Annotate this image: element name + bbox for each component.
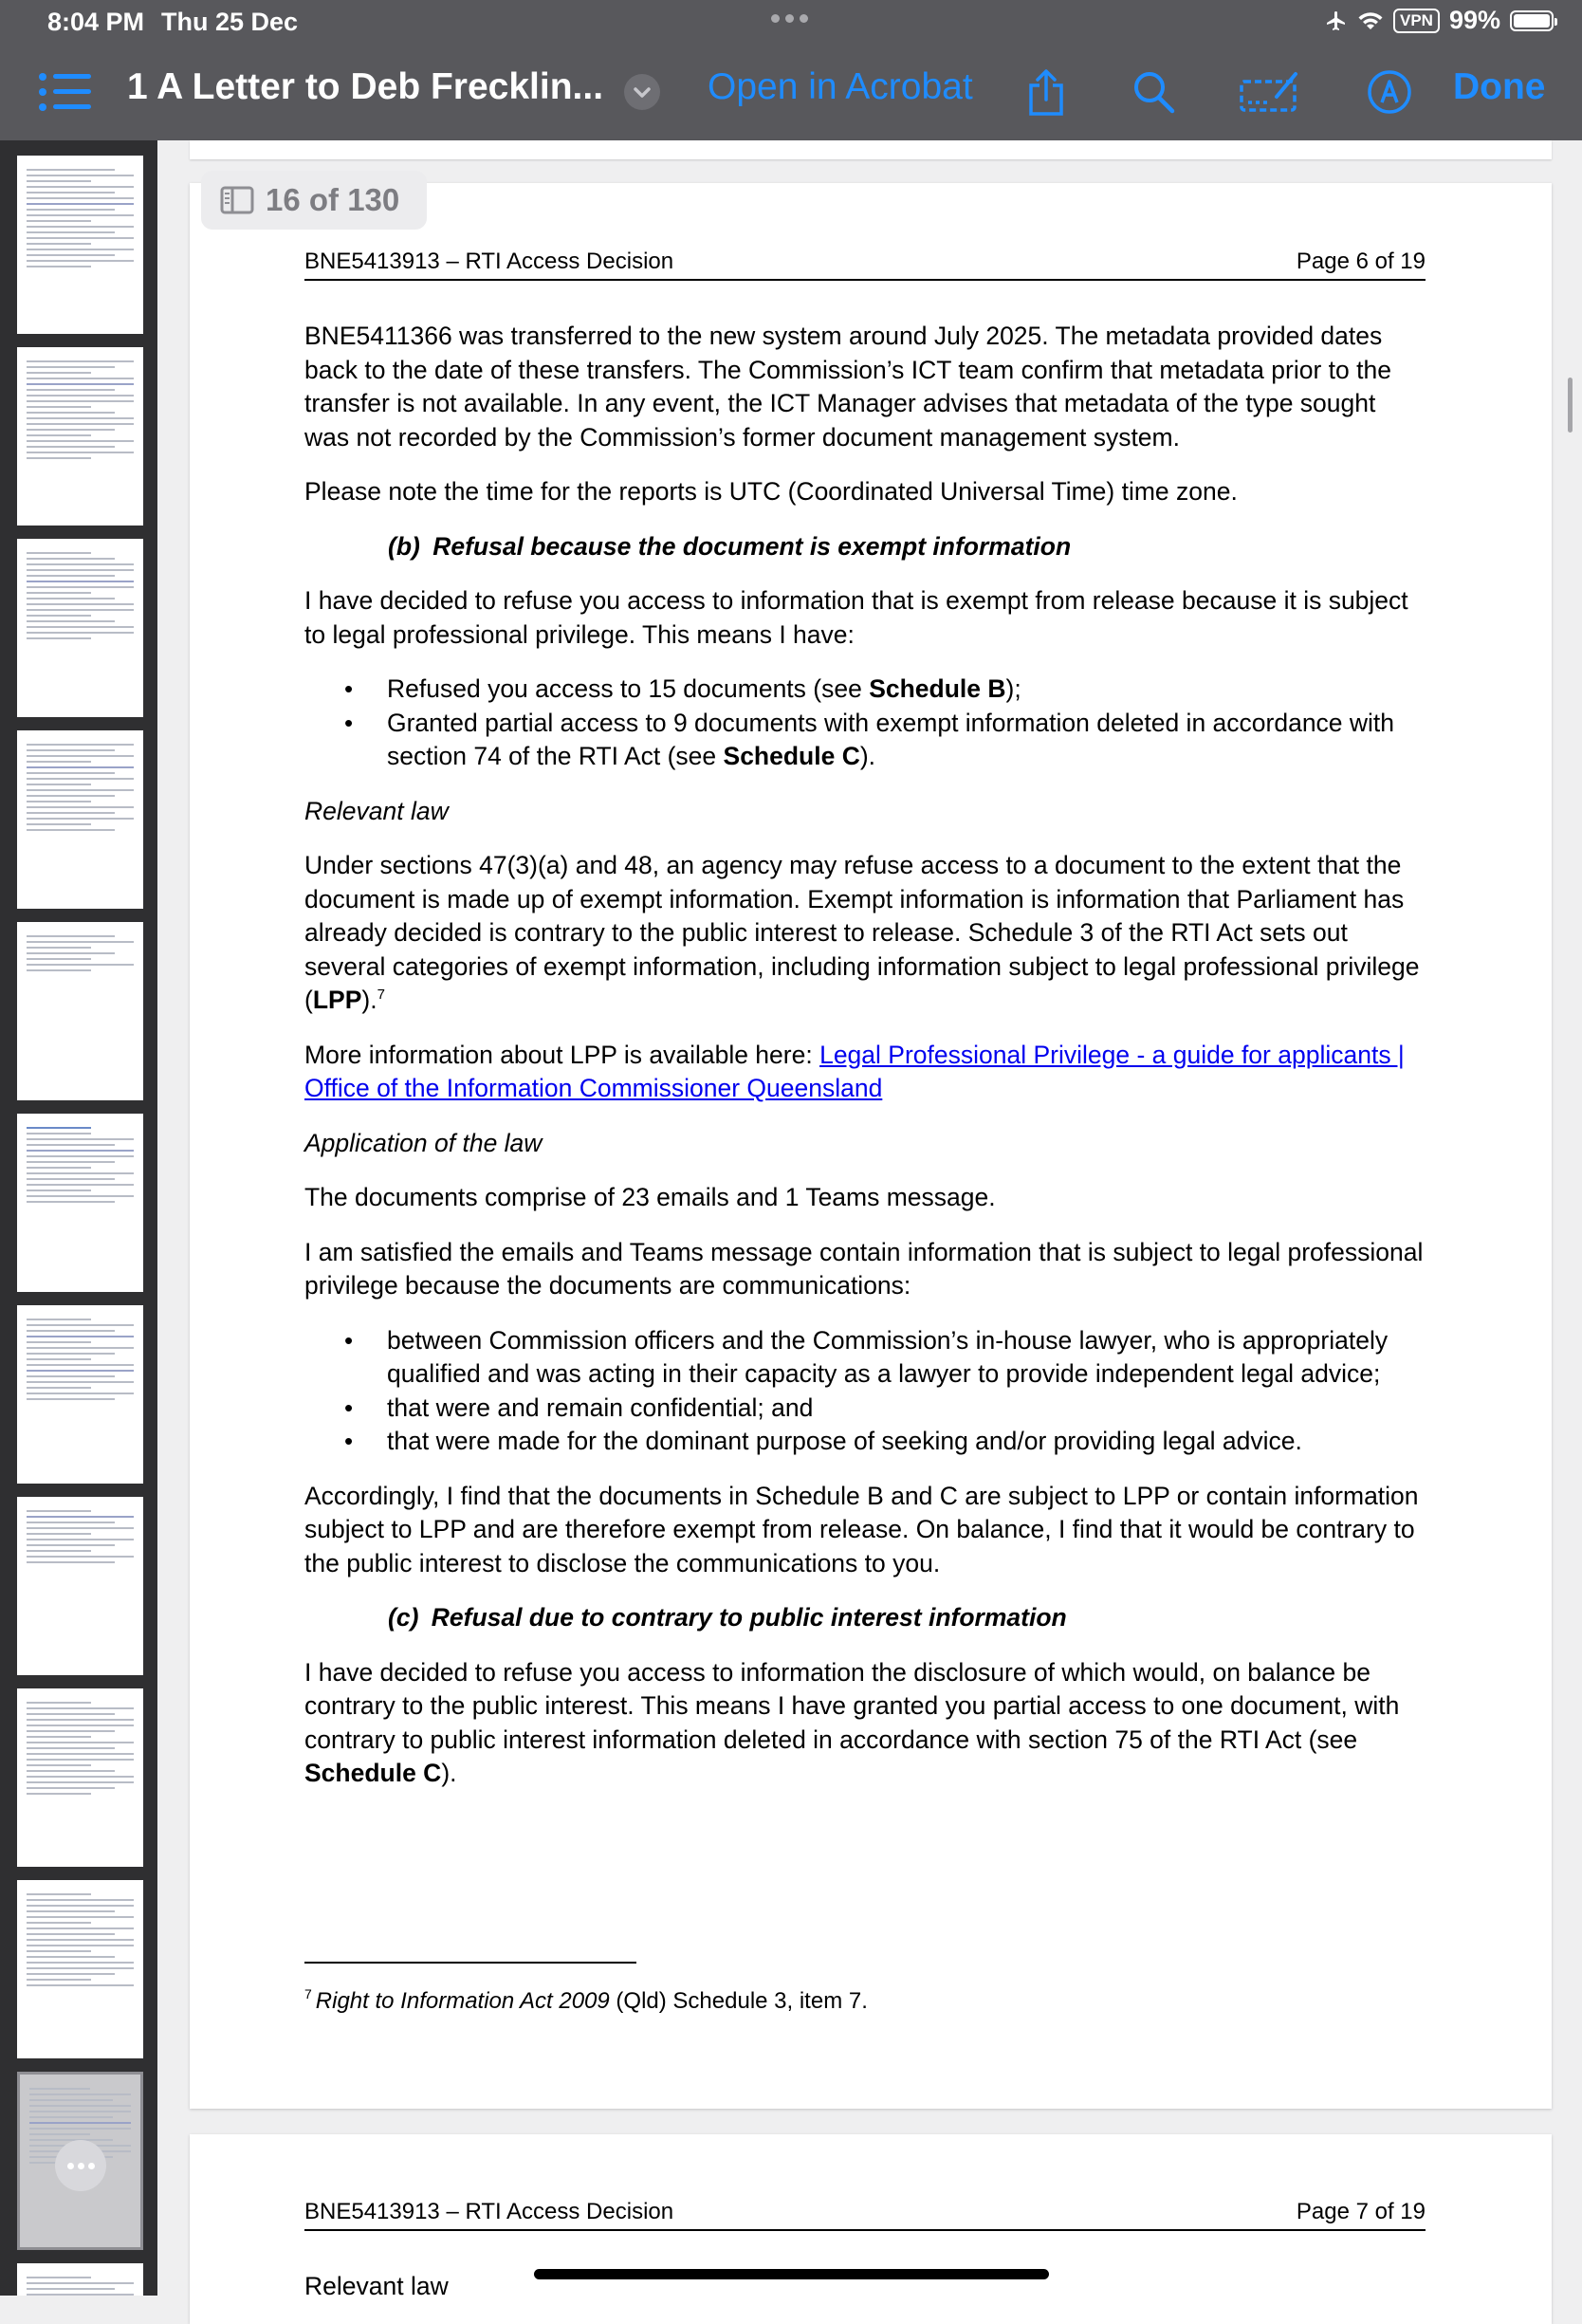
- page-thumbnail[interactable]: [17, 922, 143, 1100]
- share-icon[interactable]: [1024, 68, 1068, 118]
- status-time: 8:04 PM: [47, 8, 145, 36]
- next-page-header: [304, 2199, 1426, 2231]
- home-indicator[interactable]: [534, 2269, 1049, 2279]
- subheading: Relevant law: [304, 796, 449, 825]
- top-bar: [0, 0, 1582, 140]
- open-in-acrobat-button[interactable]: Open in Acrobat: [708, 66, 973, 107]
- heading-label: (c): [388, 1603, 419, 1632]
- page-layout-icon: [220, 186, 254, 214]
- paragraph: BNE5411366 was transferred to the new system around July 2025. The metadata provided dates back to the date of these transfers. The Commission’s ICT team confirm that metadata prior to the transfer is not available. In any event, the ICT Manager advises that metadata of the type sought was not recorded by the Commission’s former document management system.: [304, 322, 1391, 452]
- heading-text: Refusal due to contrary to public interest information: [431, 1603, 1067, 1632]
- list-item: • Refused you access to 15 documents (see Schedule B);: [304, 673, 1426, 707]
- page-thumbnail[interactable]: [17, 730, 143, 909]
- more-options-icon[interactable]: [55, 2140, 106, 2191]
- search-icon[interactable]: [1131, 68, 1178, 116]
- list-item: • Granted partial access to 9 documents with exempt information deleted in accordance with section 74 of the RTI Act (see Schedule C).: [304, 707, 1426, 774]
- header-reference: BNE5413913 – RTI Access Decision: [304, 249, 674, 274]
- bullet-list: [304, 673, 1426, 774]
- previous-page: [190, 140, 1552, 159]
- section-heading-b: [388, 530, 1426, 564]
- footnote-ref[interactable]: 7: [377, 987, 385, 1004]
- page-indicator-text: 16 of 130: [266, 182, 400, 217]
- section-heading-c: [388, 1601, 1426, 1635]
- signature-icon[interactable]: [1239, 68, 1301, 116]
- thumbnail-sidebar[interactable]: [0, 140, 157, 2296]
- done-button[interactable]: Done: [1453, 66, 1546, 107]
- markup-icon[interactable]: [1366, 68, 1413, 116]
- footnote-text: (Qld) Schedule 3, item 7.: [609, 1988, 868, 2014]
- page-thumbnail[interactable]: [17, 539, 143, 717]
- next-page-subheading: Relevant law: [304, 2272, 449, 2300]
- page-indicator: [201, 171, 427, 230]
- header-page-number: Page 7 of 19: [1296, 2199, 1426, 2224]
- list-icon[interactable]: [38, 72, 91, 112]
- bullet-list: [304, 1324, 1426, 1459]
- paragraph: The documents comprise of 23 emails and 1 Teams message.: [304, 1183, 996, 1211]
- list-item: • that were and remain confidential; and: [304, 1392, 1426, 1426]
- status-indicators: [1325, 6, 1554, 35]
- vpn-badge: VPN: [1393, 9, 1440, 33]
- page-thumbnail[interactable]: [17, 1114, 143, 1292]
- list-item: • that were made for the dominant purpose of seeking and/or providing legal advice.: [304, 1425, 1426, 1459]
- battery-percent: 99%: [1448, 6, 1500, 34]
- page-header: [304, 249, 1426, 281]
- multitasking-dots-icon[interactable]: [771, 14, 808, 23]
- paragraph: I am satisfied the emails and Teams message contain information that is subject to legal professional privilege because the documents are communications:: [304, 1237, 1424, 1300]
- footnote-divider: [304, 1962, 636, 1964]
- header-reference: BNE5413913 – RTI Access Decision: [304, 2199, 674, 2224]
- page-thumbnail[interactable]: [17, 156, 143, 334]
- footnote-act-title: Right to Information Act 2009: [315, 1988, 610, 2014]
- status-date: Thu 25 Dec: [161, 8, 299, 36]
- footnote: [304, 1988, 868, 2015]
- lpp-guide-link[interactable]: Legal Professional Privilege - a guide for applicants | Office of the Information Commissioner Queensland: [304, 1040, 1405, 1102]
- airplane-icon: [1325, 9, 1348, 32]
- paragraph: More information about LPP is available here: Legal Professional Privilege - a guide for applicants | Office of the Information Commissioner Queensland: [304, 1040, 1405, 1102]
- page-thumbnail[interactable]: [17, 2263, 143, 2296]
- page-thumbnail[interactable]: [17, 1880, 143, 2058]
- list-item: • between Commission officers and the Commission’s in-house lawyer, who is appropriately qualified and was acting in their capacity as a lawyer to provide independent legal advice;: [304, 1324, 1426, 1392]
- scroll-indicator[interactable]: [1568, 378, 1573, 433]
- paragraph: I have decided to refuse you access to information that is exempt from release because it is subject to legal professional privilege. This means I have:: [304, 586, 1408, 649]
- paragraph: I have decided to refuse you access to information the disclosure of which would, on balance be contrary to the public interest. This means I have granted you partial access to one document, with contrary to public interest information deleted in accordance with section 75 of the RTI Act (see Schedule C).: [304, 1657, 1400, 1787]
- heading-label: (b): [388, 531, 420, 561]
- chevron-down-icon[interactable]: [624, 74, 660, 110]
- wifi-icon: [1357, 10, 1384, 31]
- paragraph: Accordingly, I find that the documents in Schedule B and C are subject to LPP or contain information subject to LPP and are therefore exempt from release. On balance, I find that it would be contrary to the public interest to disclose the communications to you.: [304, 1481, 1419, 1577]
- battery-icon: [1510, 10, 1554, 31]
- paragraph: Please note the time for the reports is UTC (Coordinated Universal Time) time zone.: [304, 477, 1238, 506]
- subheading: Application of the law: [304, 1128, 543, 1157]
- heading-text: Refusal because the document is exempt information: [432, 531, 1072, 561]
- page-thumbnail[interactable]: [17, 1497, 143, 1675]
- page-body: [304, 320, 1426, 1812]
- paragraph: Under sections 47(3)(a) and 48, an agency may refuse access to a document to the extent that the document is made up of exempt information. Exempt information is information that Parliament has already decided is contrary to the public interest to release. Schedule 3 of the RTI Act sets out several categories of exempt information, including information subject to legal professional privilege (LPP).$^7$: [304, 851, 1420, 1014]
- page-thumbnail[interactable]: [17, 1305, 143, 1484]
- header-page-number: Page 6 of 19: [1296, 249, 1426, 274]
- page-thumbnail[interactable]: [17, 1688, 143, 1867]
- page-thumbnail[interactable]: [17, 347, 143, 526]
- footnote-number: 7: [304, 1986, 312, 2001]
- document-title[interactable]: 1 A Letter to Deb Frecklin...: [127, 66, 604, 107]
